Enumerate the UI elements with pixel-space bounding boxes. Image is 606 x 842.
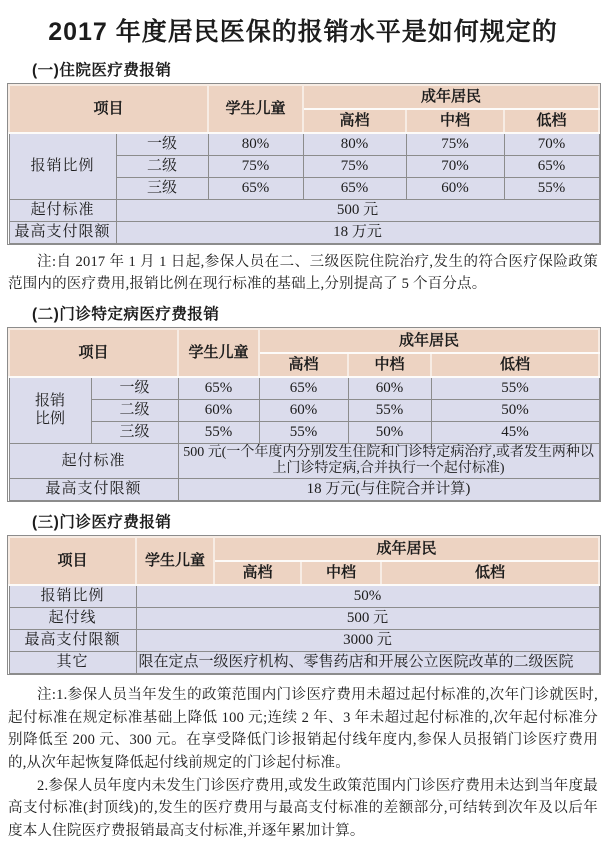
row-label-deductible-line: 起付线	[9, 608, 136, 630]
col-header-adult: 成年居民	[259, 329, 599, 353]
cell-value: 55%	[431, 377, 599, 400]
footnote-1: 注:1.参保人员当年发生的政策范围内门诊医疗费用未超过起付标准的,次年门诊就医时,起付标准在规定标准基础上降低 100 元;连续 2 年、3 年未超过起付标准的,次年起付标准分别降低至 200 元、300 元。在享受降低门诊报销起付线年度内,参保人员报销门诊医疗费用的,从次年起恢复降低起付线前规定的门诊起付标准。	[8, 687, 598, 771]
col-header-tier-mid: 中档	[348, 353, 431, 377]
cell-value: 65%	[303, 178, 406, 200]
level-name: 三级	[91, 421, 178, 443]
table-row	[9, 479, 599, 501]
cell-value: 3000 元	[136, 630, 599, 652]
cell-value: 65%	[208, 178, 303, 200]
col-header-item: 项目	[9, 85, 208, 133]
col-header-tier-low: 低档	[381, 561, 599, 585]
col-header-item: 项目	[9, 329, 178, 377]
cell-value: 50%	[136, 585, 599, 608]
table-row	[9, 608, 599, 630]
col-header-item: 项目	[9, 537, 136, 585]
table-row	[9, 652, 599, 674]
col-header-student: 学生儿童	[208, 85, 303, 133]
table-row	[9, 377, 599, 400]
col-header-tier-high: 高档	[214, 561, 301, 585]
cell-value: 75%	[406, 133, 504, 156]
cell-value: 500 元(一个年度内分别发生住院和门诊特定病治疗,或者发生两种以上门诊特定病,合并执行一个起付标准)	[178, 443, 599, 478]
table-row	[9, 222, 599, 244]
row-label-cap: 最高支付限额	[9, 630, 136, 652]
table-special-outpatient	[8, 328, 600, 501]
cell-value: 60%	[348, 377, 431, 400]
footnote-2: 2.参保人员年度内未发生门诊医疗费用,或发生政策范围内门诊医疗费用未达到当年度最高支付标准(封顶线)的,发生的医疗费用与最高支付标准的差额部分,可结转到次年及以后年度本人住院医疗费报销最高支付标准,并逐年累加计算。	[8, 778, 598, 839]
level-name: 三级	[116, 178, 208, 200]
col-header-tier-mid: 中档	[301, 561, 381, 585]
col-header-tier-mid: 中档	[406, 109, 504, 133]
table-row	[9, 399, 599, 421]
cell-value: 70%	[406, 156, 504, 178]
cell-value: 65%	[178, 377, 259, 400]
cell-value: 18 万元	[116, 222, 599, 244]
col-header-tier-high: 高档	[259, 353, 348, 377]
cell-value: 65%	[504, 156, 599, 178]
level-name: 二级	[91, 399, 178, 421]
note-inpatient: 注:自 2017 年 1 月 1 日起,参保人员在二、三级医院住院治疗,发生的符合医疗保险政策范围内的医疗费用,报销比例在现行标准的基础上,分别提高了 5 个百分点。	[8, 254, 598, 293]
table-outpatient	[8, 536, 600, 674]
cell-value: 75%	[303, 156, 406, 178]
row-label-ratio: 报销比例	[9, 585, 136, 608]
col-header-student: 学生儿童	[178, 329, 259, 377]
table-row	[9, 421, 599, 443]
col-header-tier-high: 高档	[303, 109, 406, 133]
level-name: 一级	[91, 377, 178, 400]
section-heading-inpatient: (一)住院医疗费报销	[32, 62, 172, 79]
cell-value: 限在定点一级医疗机构、零售药店和开展公立医院改革的二级医院	[136, 652, 599, 674]
table-row	[9, 133, 599, 156]
col-header-adult: 成年居民	[303, 85, 599, 109]
row-label-other: 其它	[9, 652, 136, 674]
cell-value: 50%	[348, 421, 431, 443]
level-name: 一级	[116, 133, 208, 156]
table-row	[9, 443, 599, 478]
cell-value: 55%	[178, 421, 259, 443]
table-row	[9, 585, 599, 608]
table-inpatient	[8, 84, 600, 244]
cell-value: 45%	[431, 421, 599, 443]
row-label-deductible: 起付标准	[9, 200, 116, 222]
table-row	[9, 200, 599, 222]
section-heading-special-outpatient: (二)门诊特定病医疗费报销	[32, 305, 220, 323]
document-page	[8, 0, 598, 842]
row-label-cap: 最高支付限额	[9, 222, 116, 244]
footnotes	[8, 684, 598, 842]
cell-value: 55%	[259, 421, 348, 443]
row-label-cap: 最高支付限额	[9, 479, 178, 501]
col-header-tier-low: 低档	[431, 353, 599, 377]
col-header-adult: 成年居民	[214, 537, 599, 561]
table-row	[9, 630, 599, 652]
cell-value: 500 元	[116, 200, 599, 222]
col-header-student: 学生儿童	[136, 537, 214, 585]
col-header-tier-low: 低档	[504, 109, 599, 133]
row-label-ratio	[9, 377, 91, 444]
cell-value: 50%	[431, 399, 599, 421]
cell-value: 80%	[303, 133, 406, 156]
cell-value: 60%	[406, 178, 504, 200]
cell-value: 75%	[208, 156, 303, 178]
cell-value: 60%	[178, 399, 259, 421]
cell-value: 500 元	[136, 608, 599, 630]
cell-value: 65%	[259, 377, 348, 400]
cell-value: 60%	[259, 399, 348, 421]
row-label-ratio: 报销比例	[9, 133, 116, 200]
cell-value: 70%	[504, 133, 599, 156]
cell-value: 55%	[504, 178, 599, 200]
page-title: 2017 年度居民医保的报销水平是如何规定的	[48, 18, 558, 46]
level-name: 二级	[116, 156, 208, 178]
row-label-deductible: 起付标准	[9, 443, 178, 478]
cell-value: 18 万元(与住院合并计算)	[178, 479, 599, 501]
ratio-label-text: 报销比例	[34, 392, 65, 428]
cell-value: 55%	[348, 399, 431, 421]
cell-value: 80%	[208, 133, 303, 156]
section-heading-outpatient: (三)门诊医疗费报销	[32, 514, 172, 532]
